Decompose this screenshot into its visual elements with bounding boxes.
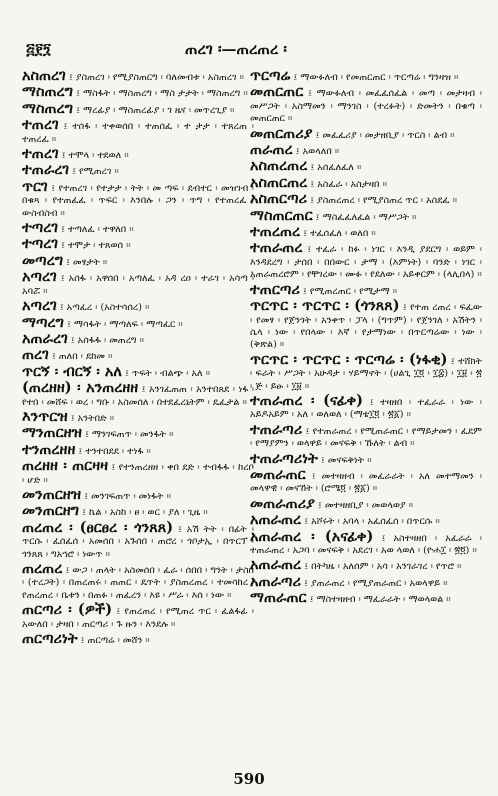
dictionary-entry [22,502,254,520]
definition: ፤ አሰፈለፈለ ። [310,162,362,174]
dictionary-entry [22,560,254,602]
dictionary-entry [22,518,254,561]
definition: ፤ አንትበድ ። [70,412,115,424]
headword: ተጠራጠረ ፡ (ናፊቀ) [250,391,364,409]
headword: ተጠራረገ [22,161,70,179]
headword: ተጠራጣሪ [250,420,303,438]
dictionary-entry [250,449,482,467]
headword: አስጠረጠረ [250,157,308,175]
headword: ተጠረገ [22,145,59,163]
dictionary-entry [250,494,482,512]
definition: ፤ የጠረጠረ ፡ የሚጠረ ጥር ፡ ፈልፋፊ ፡ አውለበ ፡ ታዛበ ፡ ጠርጣሪ ፡ ጉ ዙን ፡ እንደሉ ። [22,606,255,630]
dictionary-entry [250,67,482,84]
dictionary-entry [250,83,482,125]
definition: ፤ ማውፉለብ ፡ መፈፈሰፈል ፡ መጣ ፡ መታዛብ ፡ መሥጋት ፡ አስማመን ፡ ማንገስ ፡ (ተረፉት) ፡ ድመትን ፡ በቁጣ ፡ መጠርጠር ። [250,88,482,125]
dictionary-entry [250,124,482,142]
page-number-ethiopic: ፭፻፺ [26,40,51,58]
dictionary-entry [22,99,254,117]
dictionary-entry [22,346,254,364]
headword: ተጠረገ [22,116,59,134]
dictionary-entry [250,280,482,298]
headword: መንጠርዘዝ [22,485,82,503]
headword: ጥርጣሬ [250,67,291,84]
definition: ፤ ተሞላ ፡ ተደወለ ። [61,150,129,162]
definition: ፤ ማውፉለብ ፡ የመጠርጠር ፡ ጥርጣሬ ፡ ግንዛዝ ። [293,72,459,83]
headword: ማጠራጠር [250,589,307,607]
headword: ጥርጥር ፡ ጥርጥር ፡ ጥርጣሬ ፡ (ነፋቂ) [250,350,448,368]
definition: ፤ ተሞታ ፡ ተጸወሰ ። [61,240,131,252]
definition: ፤ ተፈራ ፡ ከፉ ፡ ነገር ፡ እንዲ ያደርግ ፡ ወይም ፡ እንዳደረግ ፡ ታሰበ ፡ በበውር ፡ ታማ ፡ (እምነት) ፡ ባንድ ፡ ነገር ፡ አጠራጠረሮም ፡ የቸገረው ፡ ሙፉ ፡ የደለው ፡ አይቀርም ፡ (ላሊበላ) ። [250,244,482,281]
dictionary-entry [250,391,482,422]
definition: ፤ ማስተዛዘብ ፡ ማፈራራት ፡ ማወላወል ። [309,594,451,606]
definition: ፤ አስተዛዘበ ፡ አፈራራ ፡ ተጠራጠረ ፡ አጋባ ፡ መናፍቅ ፡ አደረገ ፡ አወ ላወለ ፡ (ዮሐ፲ ፡ ፳፬) ። [250,532,483,556]
definition: ፤ የተጠራጠረ ፡ የሚጠራጠር ፡ የማይታመን ፡ ፈደም ፡ የማያምን ፡ ወላዋይ ፡ መናፍቅ ፡ ኹለት ፡ ልብ ። [250,425,482,450]
headword: አጠራጣሪ [250,572,301,590]
definition: ፤ መንገፍጠጥ ፡ መነፋት ። [84,490,171,502]
dictionary-entry [250,420,482,451]
dictionary-entry [22,177,254,220]
dictionary-entry [22,67,254,84]
definition: ፤ አንገፈጠጠ ፡ አንተበጸደ ፡ ነፋ ፡ የተበ ፡ መሸፍ ፡ ወረ ፡ ግቡ ፡ አስመሰለ ፡ በተደፈረኒትም ፡ ዴፈታል ። [22,384,255,408]
dictionary-entry [22,145,254,163]
headword: ጠራጠረ [250,141,293,159]
definition: ፤ የሚጠረጠር ፡ የሚታማ ። [302,285,398,297]
dictionary-entry [250,173,482,191]
dictionary-entry [22,457,254,487]
headword: ማስጠርጠር [250,206,313,224]
dictionary-entry [22,407,254,425]
dictionary-entry [250,527,483,558]
definition: ፤ አሾሩት ፡ አባላ ፡ አፈሰፈሰ ፡ በጥርሱ ። [304,516,440,528]
headword: ተጣረገ [22,235,59,253]
definition: ፤ የተንጠረዘዘ ፡ ቀበ ደድ ፡ ተብፋፋ ፡ ከረቦ ፡ ሆድ ። [22,462,254,486]
dictionary-entry [22,297,254,315]
headword: ተንጠረዘዘ [22,440,76,458]
headword: አስጠረገ [22,67,66,84]
definition: ፤ መናፍቅነት ። [320,454,372,466]
headword: ተጠርጣሪ [250,280,300,298]
dictionary-entry [22,116,254,146]
dictionary-entry [22,219,254,237]
headword: ጥርጥር ፡ ጥርጥር ፡ (ጎንጸጸ) [250,297,400,315]
headword: ጠርጣሪ ፡ (ዎች) [22,601,113,619]
headword: አስጠርጠረ [250,173,308,191]
dictionary-entry [22,268,255,298]
dictionary-entry [22,251,254,269]
headword: (ጠረዘዘ) ፡ አንጠረዘዘ [22,379,139,397]
headword: ማንጠርዘዝ [22,424,82,442]
definition: ፤ ጥፍት ፡ ብልጭ ፡ አለ ። [124,367,211,379]
headword: ጥርኝ ፡ ብርኝ ፡ አለ [22,362,122,380]
definition: ፤ አወላለበ ። [295,146,340,158]
dictionary-entry [22,440,254,458]
dictionary-entry [22,313,254,331]
left-column [22,67,255,649]
definition: ፤ ያስጠረገ ፡ የሚያስጠርግ ፡ ባለመብቱ ፡ አስጠረገ ። [68,72,244,83]
definition: ፤ ተጣለፈ ፡ ተዋለበ ። [61,224,134,236]
headword: እንጥርዝ [22,407,68,425]
headword: አጠራጠረ [250,511,302,529]
right-column [250,67,483,609]
dictionary-entry [250,239,482,281]
definition: ፤ አስፈራ ፡ አስታዛበ ። [310,178,387,190]
definition: ፤ ኬል ፡ አስከ ፡ ፀ ፡ ወር ፡ ያለ ፡ ጊዜ ። [82,507,208,519]
headword: መጠራጠር [250,465,306,483]
dictionary-entry [250,589,482,607]
definition: ፤ ተዛዘበ ፡ ተፈራራ ፡ ነው ፡ አይዶአይም ፡ አለ ፡ ወለወለ ፡ (ማቴ፲፬ ፡ ፳፩) ። [250,396,482,421]
dictionary-entry [22,424,254,442]
headword: ጥርገ [22,177,48,195]
definition: ፤ የተጠ ረጠረ ፡ ፍፈው ፡ የመፃ ፡ የጀንጎት ፡ አንቀጥ ፡ ፓላ ፡ (ግጥም) ፡ የጀንገለ ፡ አሽትን ፡ ሴላ ፡ ነው ፡ የበላው ፡ እኛ ፡ የታማነው ፡ በጥርጣሬው ፡ ነው ፡ (ቅጽል) ። [250,302,482,351]
dictionary-entry [22,161,254,179]
definition: ፤ መፃታት ። [66,256,108,268]
headword: መንጠርዘግ [22,502,80,520]
dictionary-entry [250,297,482,352]
dictionary-entry [22,630,254,648]
dictionary-entry [250,223,482,241]
definition: ፤ ማስፈፈለፈል ፡ ማሥጋት ። [315,211,417,223]
dictionary-entry [250,157,482,175]
headword: ማጣረግ [22,313,64,331]
definition: ፤ ተሸክት ፡ ፍራት ፡ ሥጋት ፡ አሁዳታ ፡ ሃይማኖት ፡ (ሀልጊ ፲፬ ፡ ፲፰) ፡ ፲፱ ፡ ፳ ፡ ጅ ፡ ይፁ ፡ ፲፱ ። [250,355,482,392]
headword: መጠራጠሪያ [250,494,315,512]
definition: ፤ አጣፈረ ፡ (አስተሳሰረ) ። [59,302,150,314]
headword: ጠረገ [22,346,49,364]
dictionary-entry [22,485,254,503]
definition: ፤ መተዛዘብ ፡ መፈራራት ፡ አለ መተማመን ፡ መላዋዊ ፡ መናኸት ፡ (ሮሜ፬ ፡ ፳፩) ። [250,470,482,495]
definition: ፤ ጠለበ ፡ ደከመ ። [51,351,113,363]
definition: ፤ ተፈሰፈለ ፡ ወለበ ። [303,228,376,240]
headword: መጣረግ [22,251,64,269]
definition: ፤ አሰፋፋ ፡ መጠረግ ። [70,334,144,346]
definition: ፤ የሚጠረገ ። [72,166,119,178]
dictionary-entry [22,83,254,101]
running-head: ጠረገ ፡—ጠረጠረ ፡ [185,40,287,58]
definition: ፤ ያስጠረጠረ ፡ የሚያስጠረ ጥር ፡ አስደፈ ። [310,195,458,207]
headword: አጠራጠረ [250,556,302,574]
definition: ፤ መፈፈሪያ ፡ መታዘቢያ ፡ ጥርስ ፡ ልብ ። [315,129,455,141]
headword: ተጣረገ [22,219,59,237]
headword: አጠራጠረ ፡ (አናፊቀ) [250,527,374,545]
headword: መጠርጠር [250,83,304,101]
headword: ተጠራጠረ [250,239,303,257]
headword: ማስጠረግ [22,83,74,101]
headword: ጠረጠረ [22,560,63,577]
definition: ፤ ጠርጣሬ ፡ መሸን ። [80,635,150,647]
page-number: 590 [233,770,265,788]
definition: ፤ አሽ ትት ፡ በፊት ፡ ጥርሱ ፡ ፈሰፈሰ ፡ አመሰበ ፡ አጉሰበ ፡ ጠሮረ ፡ ጎቦታኢ ፡ በጥርፕ ፡ ጎንጸጸ ፡ ግአኀሮ ፡ ነውጥ ። [22,523,254,560]
headword: ጠርጣሪነት [22,630,78,648]
headword: አስጠርጣሪ [250,190,308,208]
dictionary-entry [250,572,482,590]
headword: ጠረዘዘ ፡ ጠርዛዛ [22,457,108,475]
dictionary-entry [250,206,482,224]
dictionary-entry [250,350,482,393]
headword: ማስጠረግ [22,99,74,117]
definition: ፤ ማሳፋት ፡ ማጣለፍ ፡ ማጣፈር ። [66,318,183,330]
definition: ፤ ተንተበደደ ፡ ተነፋ ። [78,445,151,457]
headword: ተጠረጠረ [250,223,301,241]
headword: አጣረገ [22,297,57,315]
dictionary-entry [250,465,482,496]
definition: ፤ ማንገፍጠጥ ፡ መንፋት ። [84,429,174,441]
dictionary-entry [22,362,254,380]
definition: ፤ የተጠረገ ፡ የተታታ ፡ ትት ፡ መ ጣፍ ፡ ደብተር ፡ መዝገብ ፡ በቁጻ ፡ የተጠፈፈ ፡ ጥፍር ፡ እንበሉ ፡ ጋን ፡ ጥግ ፡ የተጠረፈ ፡ ውስብስብ ። [22,182,254,219]
headword: ጠረጠረ ፡ (ፀርፀረ ፡ ጎንጸጸ) [22,518,174,536]
page-header [0,40,498,62]
dictionary-entry [250,190,482,208]
definition: ፤ ማረፊያ ፡ ማስጠረፊያ ፡ ገ ዜና ፡ መጥረጊያ ። [76,104,235,116]
definition: ፤ ውጋ ፡ ጠላት ፡ አስመሰበ ፡ ፈራ ፡ ሰበበ ፡ ግንት ፡ ታስበ ፡ (ተረጋት) ፡ በጠረጠሩ ፡ ጠጠር ፡ ዴጥት ፡ ያስጠረጠረ ፡ ተመሳከረ ፡ የጠረጠረ ፡ ቤቱን ፡ በጠፉ ፡ ጠፈረን ፡ እዩ ፡ ሥራ ፡ እሰ ፡ ነው ። [22,565,254,601]
dictionary-entry [22,379,255,409]
dictionary-entry [22,235,254,253]
dictionary-entry [250,141,482,159]
headword: ተጠራጣሪነት [250,449,318,467]
dictionary-entry [250,556,482,574]
headword: አጠራረገ [22,329,68,347]
definition: ፤ በትካዜ ፡ አለሰም ፡ አሳ ፡ አንገራገረ ፡ የጥሮ ። [304,561,462,573]
definition: ፤ ማስፋት ፡ ማስጠረግ ፡ ማስ ታታት ፡ ማስጠረግ ። [76,88,248,100]
definition: ፤ ያጠራጠረ ፡ የሚያጠራጠር ፡ አወላዋይ ። [303,577,448,589]
headword: መጠርጠሪያ [250,124,313,142]
definition: ፤ ተሰፋ ፡ ተቀወሰበ ፡ ተጠሰፈ ፡ ተ ታታ ፡ ተጸረጠ ፡ ተጠረፈ ። [22,121,254,145]
dictionary-entry [22,329,254,347]
dictionary-entry [250,511,482,529]
headword: አጣረገ [22,268,57,286]
definition: ፤ መተዛዘቢያ ፡ መወላወያ ። [317,499,414,511]
definition: ፤ አሰፋ ፡ አዋሰበ ፡ አጣለፈ ፡ አዳ ረዐ ፡ ተራገ ፡ አሳጣ ፡ አባሯ ። [22,273,255,297]
dictionary-entry [22,601,255,631]
